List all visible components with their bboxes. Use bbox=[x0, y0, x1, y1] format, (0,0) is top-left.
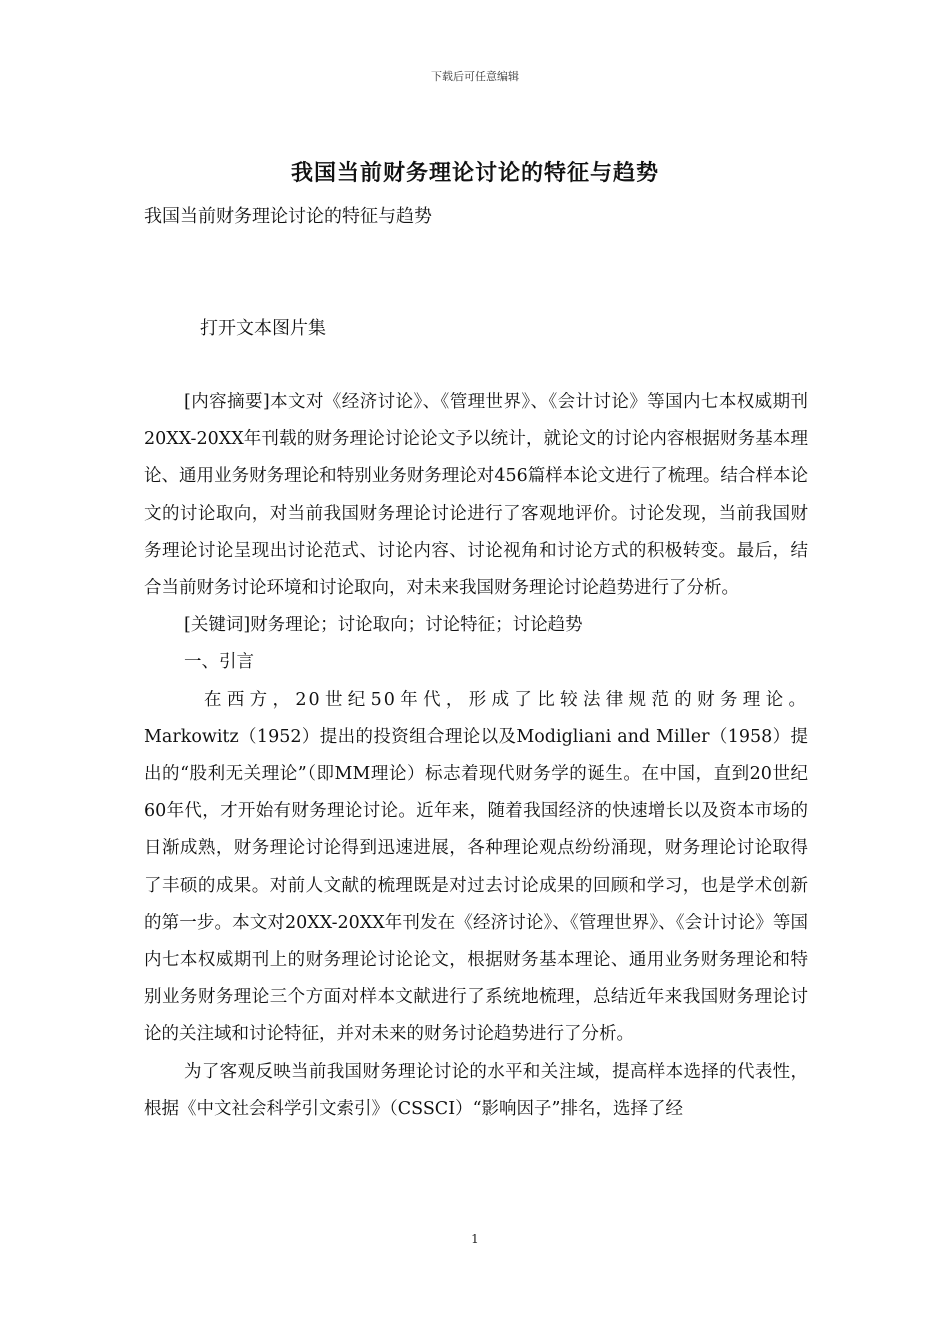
intro-first-line: 在西方，20世纪50年代，形成了比较法律规范的财务理论。 bbox=[204, 689, 808, 710]
article-body bbox=[144, 384, 808, 1128]
sample-selection-paragraph: 为了客观反映当前我国财务理论讨论的水平和关注域，提高样本选择的代表性，根据《中文社会科学引文索引》（CSSCI）“影响因子”排名，选择了经 bbox=[144, 1061, 808, 1119]
open-image-set-link[interactable]: 打开文本图片集 bbox=[200, 318, 326, 339]
page-header: 下载后可任意编辑 bbox=[431, 70, 519, 83]
document-subtitle: 我国当前财务理论讨论的特征与趋势 bbox=[144, 206, 432, 227]
abstract-paragraph: [内容摘要]本文对《经济讨论》、《管理世界》、《会计讨论》等国内七本权威期刊20XX-20XX年刊载的财务理论讨论论文予以统计，就论文的讨论内容根据财务基本理论、通用业务财务理论和特别业务财务理论对456篇样本论文进行了梳理。结合样本论文的讨论取向，对当前我国财务理论讨论进行了客观地评价。讨论发现，当前我国财务理论讨论呈现出讨论范式、讨论内容、讨论视角和讨论方式的积极转变。最后，结合当前财务讨论环境和讨论取向，对未来我国财务理论讨论趋势进行了分析。 bbox=[144, 392, 808, 599]
page-number: 1 bbox=[471, 1232, 479, 1246]
intro-paragraph: Markowitz（1952）提出的投资组合理论以及Modigliani and Miller（1958）提出的“股利无关理论”（即MM理论）标志着现代财务学的诞生。在中国，直到20世纪60年代，才开始有财务理论讨论。近年来，随着我国经济的快速增长以及资本市场的日渐成熟，财务理论讨论得到迅速进展，各种理论观点纷纷涌现，财务理论讨论取得了丰硕的成果。对前人文献的梳理既是对过去讨论成果的回顾和学习，也是学术创新的第一步。本文对20XX-20XX年刊发在《经济讨论》、《管理世界》、《会计讨论》等国内七本权威期刊上的财务理论讨论论文，根据财务基本理论、通用业务财务理论和特别业务财务理论三个方面对样本文献进行了系统地梳理，总结近年来我国财务理论讨论的关注域和讨论特征，并对未来的财务讨论趋势进行了分析。 bbox=[144, 726, 808, 1045]
document-title: 我国当前财务理论讨论的特征与趋势 bbox=[290, 160, 659, 186]
section-heading-introduction: 一、引言 bbox=[184, 652, 254, 673]
keywords-paragraph: [关键词]财务理论；讨论取向；讨论特征；讨论趋势 bbox=[184, 615, 583, 636]
